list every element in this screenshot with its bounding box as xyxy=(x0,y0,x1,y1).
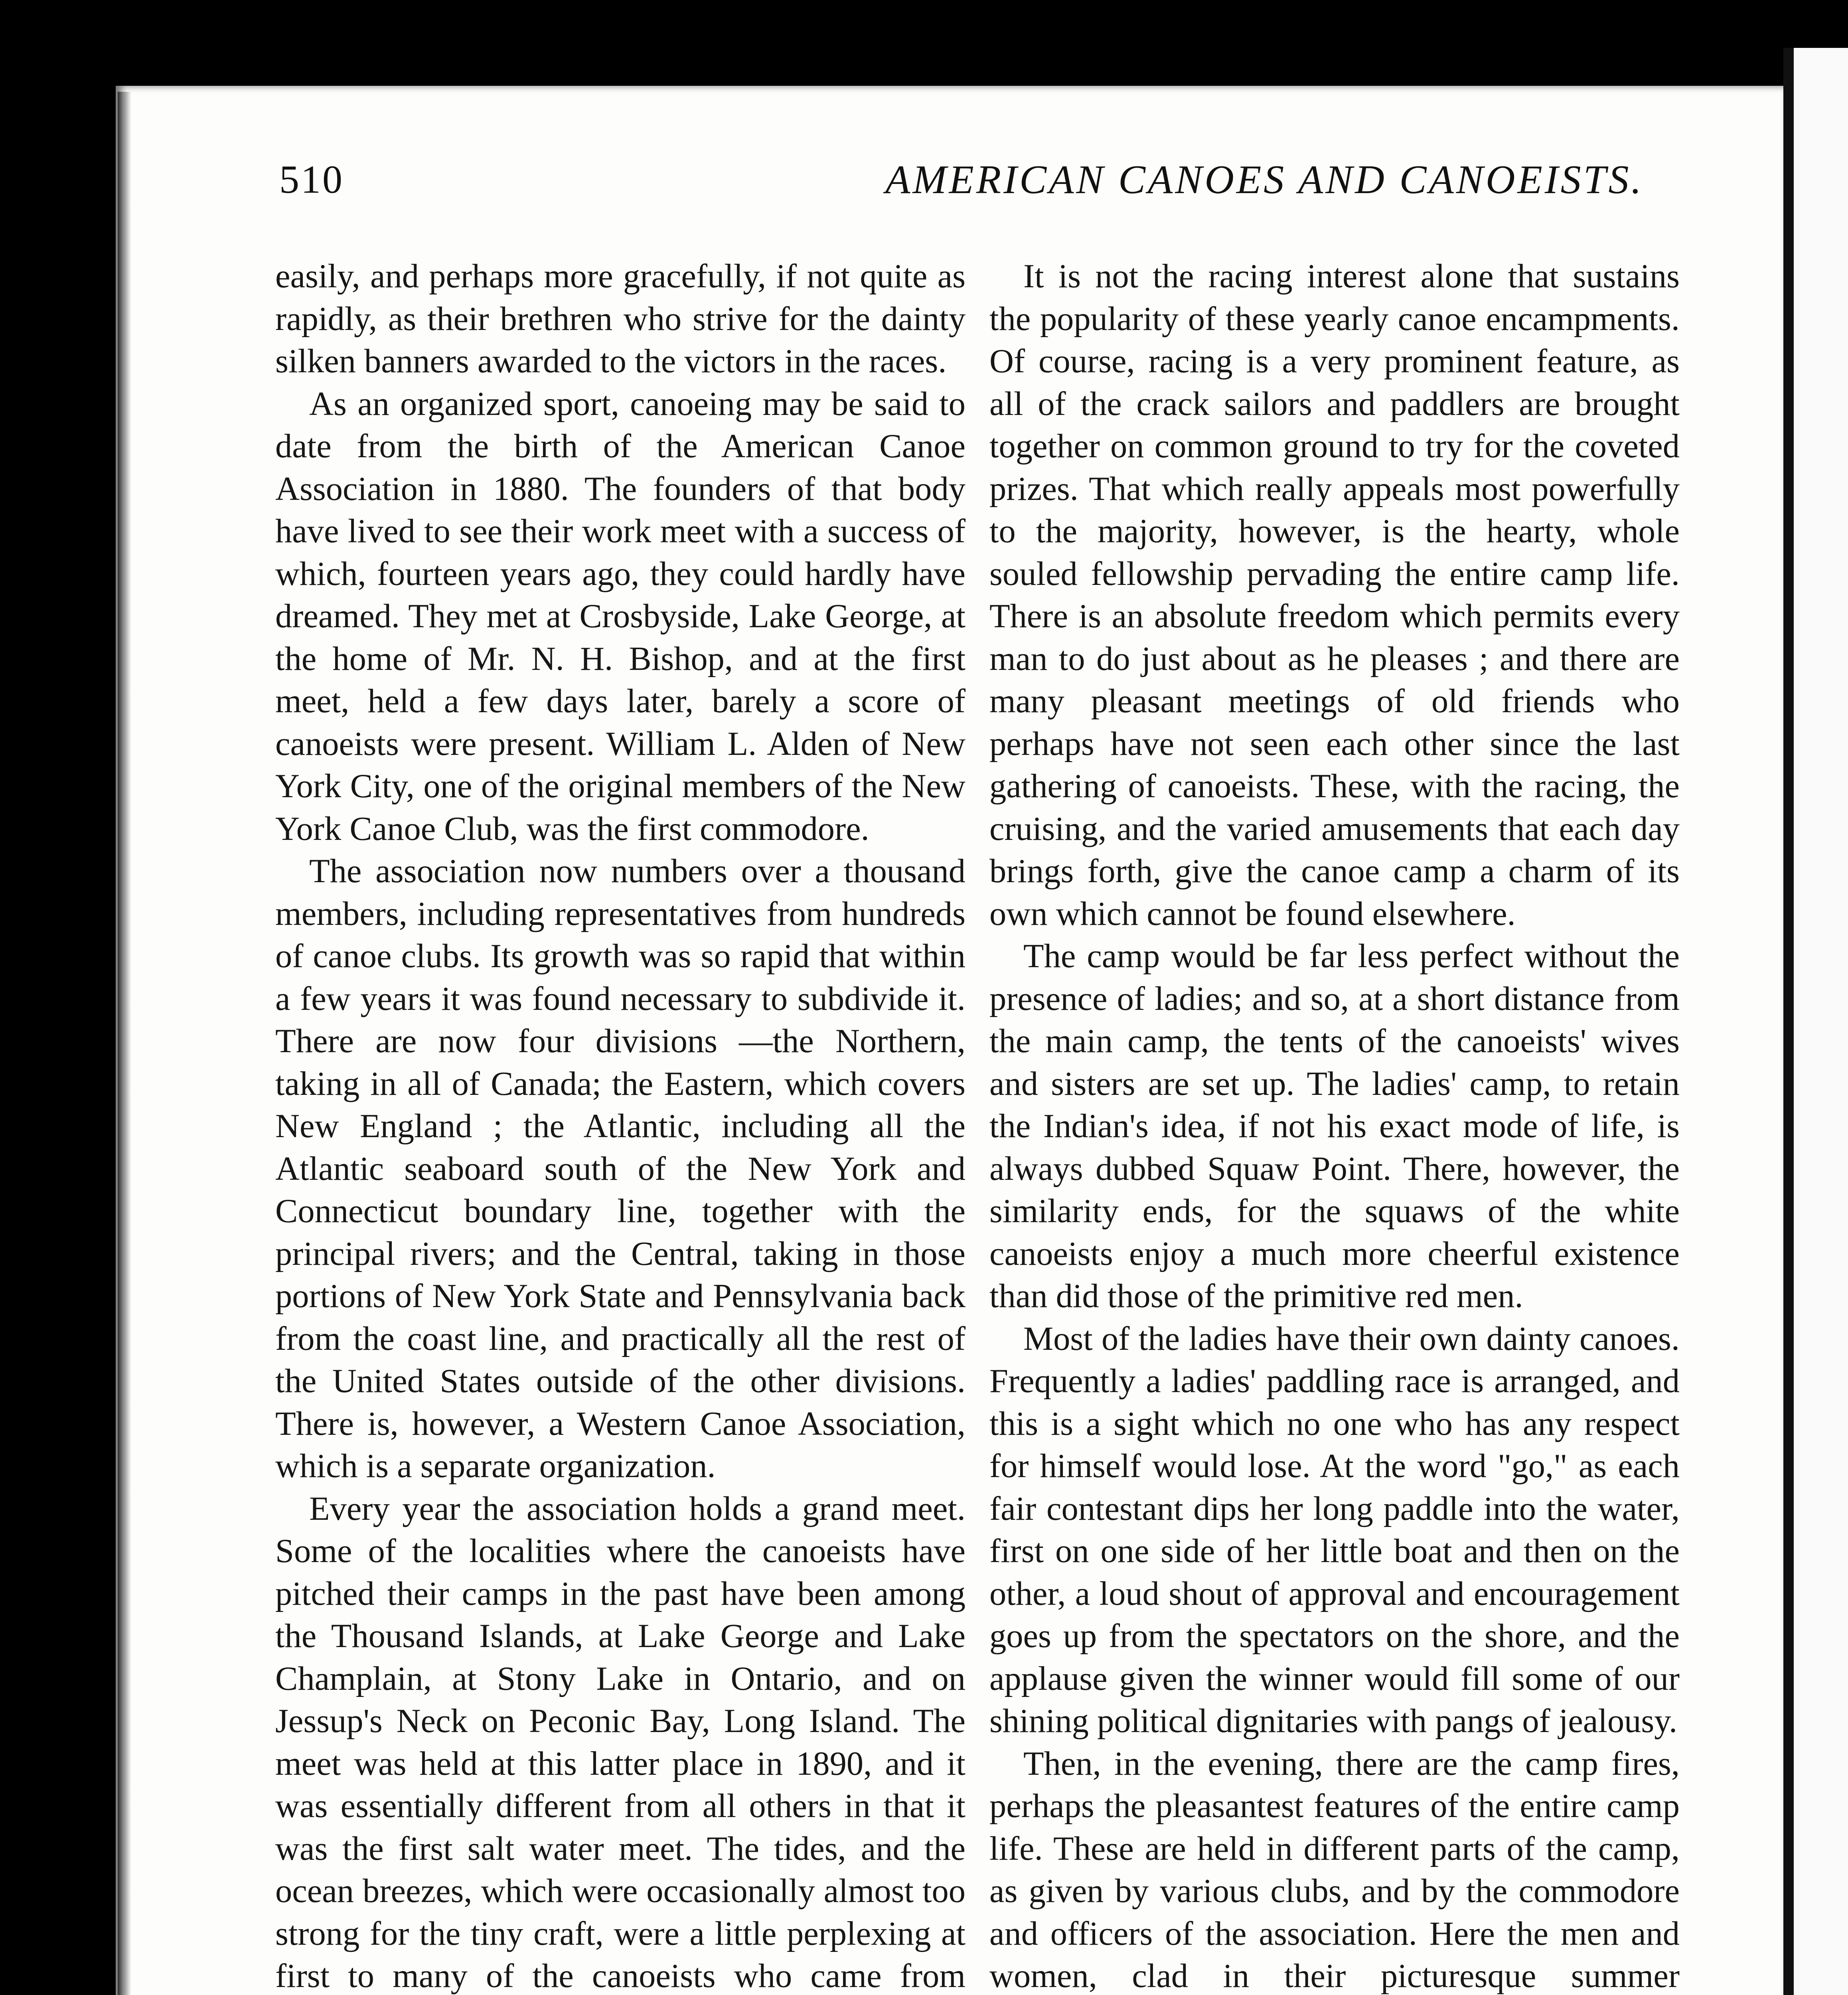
paragraph: Every year the association holds a grand meet. Some of the localities where the canoeists have pitched their camps in the past have been among the Thousand Islands, at Lake George and Lake Champlain, at Stony Lake in Ontario, and on Jessup's Neck on Peconic Bay, Long Island. The meet was held at this latter place in 1890, and it was essentially different from all others in that it was the first salt water meet. The tides, and the ocean breezes, which were occasionally almost too strong for the tiny craft, were a little perplexing at first to many of the canoeists who came from xyxy=(275,1490,965,1995)
paragraph: The association now numbers over a thousand members, including representatives from hundreds of canoe clubs. Its growth was so rapid that within a few years it was found necessary to subdivide it. There are now four divisions —the Northern, taking in all of Canada; the Eastern, which covers New England ; the Atlantic, including all the Atlantic seaboard south of the New York and Connecticut boundary line, together with the principal rivers; and the Central, taking in those portions of New York State and Pennsylvania back from the coast line, and practically all the rest of the United States outside of the other divisions. There is, however, a Western Canoe Association, which is a separate organization. xyxy=(275,853,965,1485)
running-title: AMERICAN CANOES AND CANOEISTS. xyxy=(885,157,1644,202)
page-gutter-shadow xyxy=(1783,48,1794,1995)
paragraph: easily, and perhaps more gracefully, if not quite as rapidly, as their brethren who strive for the dainty silken banners awarded to the victors in the races. xyxy=(275,258,965,380)
page-number: 510 xyxy=(279,157,344,201)
paragraph: Most of the ladies have their own dainty canoes. Frequently a ladies' paddling race is arranged, and this is a sight which no one who has any respect for himself would lose. At the word "go," as each fair contestant dips her long paddle into the water, first on one side of her little boat and then on the other, a loud shout of approval and encouragement goes up from the spectators on the shore, and the applause given the winner would fill some of our shining political dignitaries with pangs of jealousy. xyxy=(989,1320,1680,1740)
paragraph: It is not the racing interest alone that sustains the popularity of these yearly canoe encampments. Of course, racing is a very prominent feature, as all of the crack sailors and paddlers are brought together on common ground to try for the coveted prizes. That which really appeals most powerfully to the majority, however, is the hearty, whole souled fellowship pervading the entire camp life. There is an absolute freedom which permits every man to do just about as he pleases ; and there are many pleasant meetings of old friends who perhaps have not seen each other since the last gathering of canoeists. These, with the racing, the cruising, and the varied amusements that each day brings forth, give the canoe camp a charm of its own which cannot be found elsewhere. xyxy=(989,258,1680,932)
page-binding-shadow xyxy=(118,92,131,1995)
left-column xyxy=(275,255,965,1995)
paragraph: As an organized sport, canoeing may be said to date from the birth of the American Canoe Association in 1880. The founders of that body have lived to see their work meet with a success of which, fourteen years ago, they could hardly have dreamed. They met at Crosbyside, Lake George, at the home of Mr. N. H. Bishop, and at the first meet, held a few days later, barely a score of canoeists were present. William L. Alden of New York City, one of the original members of the New York Canoe Club, was the first commodore. xyxy=(275,385,965,847)
paragraph: The camp would be far less perfect without the presence of ladies; and so, at a short distance from the main camp, the tents of the canoeists' wives and sisters are set up. The ladies' camp, to retain the Indian's idea, if not his exact mode of life, is always dubbed Squaw Point. There, however, the similarity ends, for the squaws of the white canoeists enjoy a much more cheerful existence than did those of the primitive red men. xyxy=(989,938,1680,1315)
right-column xyxy=(989,255,1680,1995)
running-head xyxy=(279,156,1644,220)
paragraph: Then, in the evening, there are the camp fires, perhaps the pleasantest features of the entire camp life. These are held in different parts of the camp, as given by various clubs, and by the commodore and officers of the association. Here the men and women, clad in their picturesque summer xyxy=(989,1745,1680,1995)
